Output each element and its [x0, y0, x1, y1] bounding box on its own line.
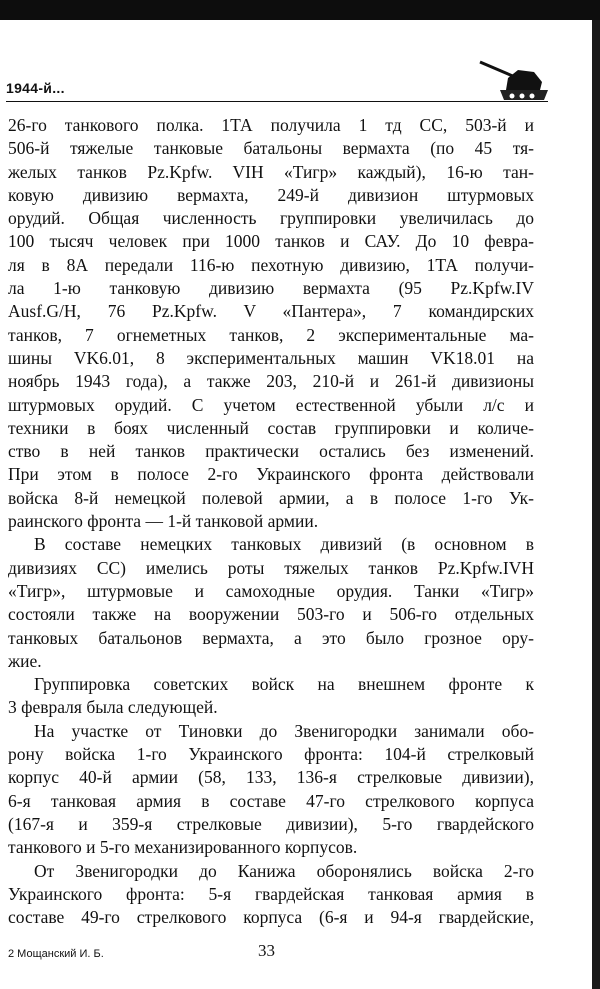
text-line: раинского фронта — 1-й танковой армии. — [8, 511, 319, 532]
text-line: 3 февраля была следующей. — [8, 697, 218, 718]
text-line: желых танков Pz.Kpfw. VIH «Тигр» каждый), 16-ю тан- — [8, 161, 534, 182]
tank-icon — [478, 56, 550, 102]
text-line: Украинского фронта: 5-я гвардейская танковая армия в — [8, 883, 534, 904]
text-line: Группировка советских войск на внешнем фронте к — [34, 674, 534, 695]
top-scan-border — [0, 0, 600, 20]
text-line: ство в ней танков практически остались без изменений. — [8, 441, 534, 462]
text-line: состояли также на вооружении 503-го и 506-го отдельных — [8, 604, 534, 625]
text-line: 506-й тяжелые танковые батальоны вермахта (по 45 тя- — [8, 138, 534, 159]
author-footnote: 2 Мощанский И. Б. — [8, 948, 104, 960]
text-line: При этом в полосе 2-го Украинского фронта действовали — [8, 464, 534, 485]
text-line: танкового и 5-го механизированного корпусов. — [8, 837, 358, 858]
text-line: шины VK6.01, 8 экспериментальных машин VK18.01 на — [8, 347, 534, 368]
text-line: От Звенигородки до Канижа оборонялись войска 2-го — [34, 860, 534, 881]
text-line: корпус 40-й армии (58, 133, 136-я стрелковые дивизии), — [8, 767, 534, 788]
text-line: техники в боях численный состав группировки и количе- — [8, 417, 534, 438]
text-line: ноябрь 1943 года), а также 203, 210-й и 261-й дивизионы — [8, 371, 534, 392]
right-scan-border — [592, 20, 600, 989]
text-line: танков, 7 огнеметных танков, 2 экспериментальные ма- — [8, 324, 534, 345]
text-line: танковых батальонов вермахта, а это было грозное ору- — [8, 627, 534, 648]
text-line: 6-я танковая армия в составе 47-го стрелкового корпуса — [8, 790, 534, 811]
text-line: жие. — [8, 650, 42, 671]
text-line: 26-го танкового полка. 1ТА получила 1 тд СС, 503-й и — [8, 115, 534, 135]
text-line: составе 49-го стрелкового корпуса (6-я и 94-я гвардейские, — [8, 907, 534, 928]
text-line: Ausf.G/H, 76 Pz.Kpfw. V «Пантера», 7 командирских — [8, 301, 534, 322]
text-line: На участке от Тиновки до Звенигородки занимали обо- — [34, 720, 534, 741]
text-line: ла 1-ю танковую дивизию вермахта (95 Pz.Kpfw.IV — [8, 278, 534, 299]
body-text — [8, 114, 534, 929]
text-line: штурмовых орудий. С учетом естественной убыли л/с и — [8, 394, 534, 415]
text-line: дивизиях СС) имелись роты тяжелых танков Pz.Kpfw.IVH — [8, 557, 534, 578]
text-line: рону войска 1-го Украинского фронта: 104-й стрелковый — [8, 744, 534, 765]
header-rule — [6, 101, 548, 102]
text-line: ля в 8А передали 116-ю пехотную дивизию, 1ТА получи- — [8, 254, 534, 275]
text-line: «Тигр», штурмовые и самоходные орудия. Танки «Тигр» — [8, 580, 534, 601]
text-line: 100 тысяч человек при 1000 танков и САУ. До 10 февра- — [8, 231, 534, 252]
top-scan-tab — [282, 16, 312, 20]
text-line: орудий. Общая численность группировки увеличилась до — [8, 208, 534, 229]
text-line: (167-я и 359-я стрелковые дивизии), 5-го гвардейского — [8, 813, 534, 834]
text-line: ковую дивизию вермахта, 249-й дивизион штурмовых — [8, 184, 534, 205]
running-title: 1944-й... — [6, 80, 65, 96]
text-line: войска 8-й немецкой полевой армии, а в полосе 1-го Ук- — [8, 487, 534, 508]
page-number: 33 — [258, 941, 275, 960]
text-line: В составе немецких танковых дивизий (в основном в — [34, 534, 534, 555]
